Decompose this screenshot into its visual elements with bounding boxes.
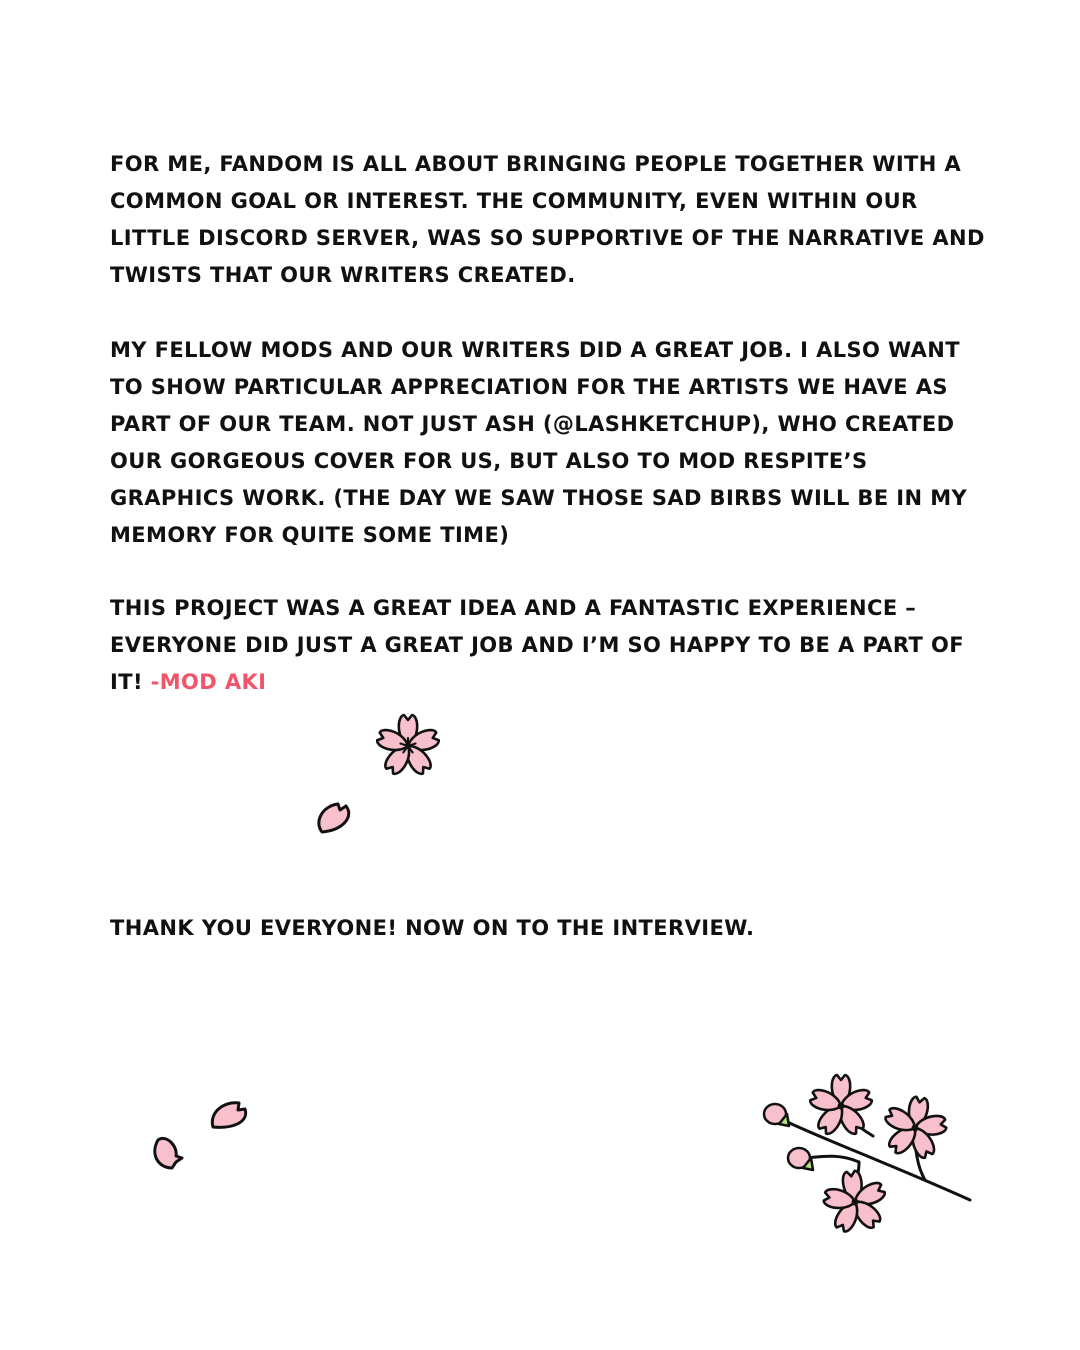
paragraph-thank-you [110, 910, 990, 947]
petal-icon [142, 1130, 190, 1174]
cherry-blossom-icon [370, 708, 446, 784]
paragraph-fandom-text: FOR ME, FANDOM IS ALL ABOUT BRINGING PEOPLE TOGETHER WITH A COMMON GOAL OR INTEREST. THE COMMUNITY, EVEN WITHIN OUR LITTLE DISCORD SERVER, WAS SO SUPPORTIVE OF THE NARRATIVE AND TWISTS THAT OUR WRITERS CREATED. [110, 152, 985, 287]
paragraph-project [110, 590, 990, 701]
petal-icon [310, 798, 358, 838]
paragraph-appreciation [110, 332, 990, 554]
petal-icon [204, 1094, 254, 1136]
cherry-blossom-branch-icon [755, 1070, 980, 1250]
paragraph-project-text: THIS PROJECT WAS A GREAT IDEA AND A FANTASTIC EXPERIENCE – EVERYONE DID JUST A GREAT JOB AND I’M SO HAPPY TO BE A PART OF IT! [110, 596, 964, 694]
paragraph-thank-you-text: THANK YOU EVERYONE! NOW ON TO THE INTERVIEW. [110, 916, 755, 940]
signature-mod-aki: -MOD AKI [150, 670, 267, 694]
paragraph-fandom [110, 146, 990, 294]
paragraph-appreciation-text: MY FELLOW MODS AND OUR WRITERS DID A GREAT JOB. I ALSO WANT TO SHOW PARTICULAR APPRECIATION FOR THE ARTISTS WE HAVE AS PART OF OUR TEAM. NOT JUST ASH (@LASHKETCHUP), WHO CREATED OUR GORGEOUS COVER FOR US, BUT ALSO TO MOD RESPITE’S GRAPHICS WORK. (THE DAY WE SAW THOSE SAD BIRBS WILL BE IN MY MEMORY FOR QUITE SOME TIME) [110, 338, 968, 547]
